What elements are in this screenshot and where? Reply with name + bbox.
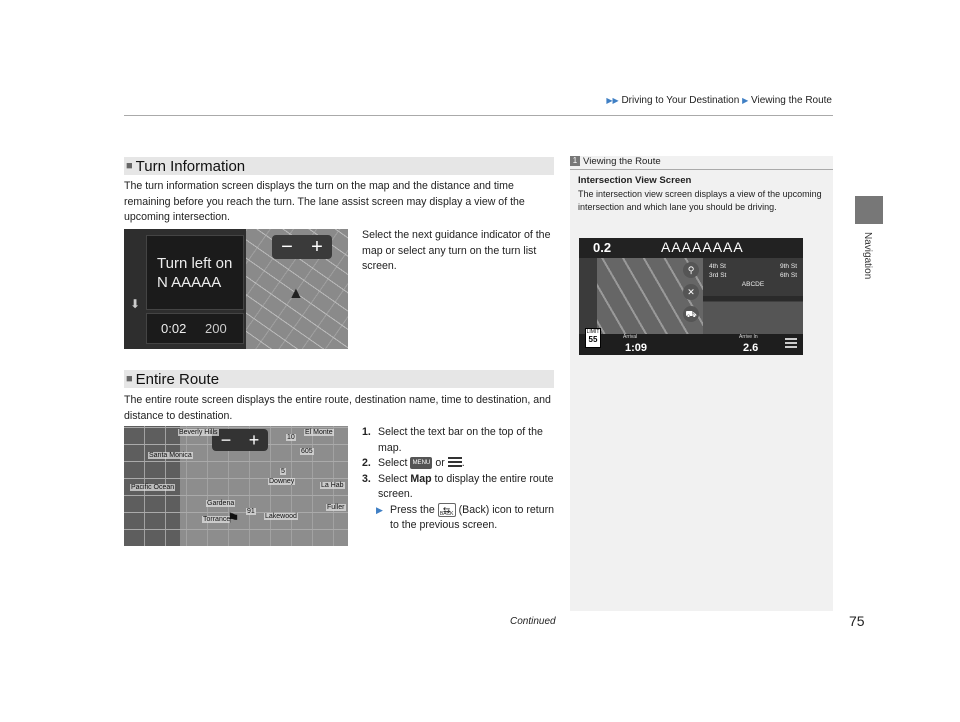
route-badge: 5 (281, 468, 285, 475)
page-number: 75 (849, 613, 865, 629)
map-label: Beverly Hills (179, 429, 218, 436)
turn-time: 0:02 (161, 321, 187, 336)
step-3: 3. Select Map to display the entire route screen. (362, 472, 554, 500)
square-bullet-icon: ■ (126, 160, 133, 172)
cancel-icon: ✕ (683, 284, 699, 300)
map-label: Santa Monica (149, 452, 192, 459)
trip-info-bar (579, 334, 803, 355)
zoom-in-icon: + (311, 235, 323, 258)
arrow-icon: ▶ (376, 504, 383, 515)
map-label: Downey (269, 478, 295, 485)
next-street-name: AAAAAAAA (661, 239, 744, 255)
section-heading-entire (124, 370, 554, 388)
chapter-tab (855, 196, 883, 224)
map-label: Fuller (327, 504, 345, 511)
route-badge: 10 (287, 434, 295, 441)
vehicle-icon: ▲ (288, 285, 304, 302)
turn-panel (146, 235, 244, 310)
map-label: Torrance (203, 516, 231, 523)
section-title: Turn Information (135, 157, 246, 175)
entire-route-screenshot (124, 426, 348, 546)
map-label: Gardena (207, 500, 235, 507)
turn-instruction-text: Select the next guidance indicator of the map or select any turn on the turn list screen. (362, 229, 551, 272)
guidance-bar (579, 238, 803, 258)
map-label: Pacific Ocean (131, 484, 175, 491)
turn-instruction: Turn left on N AAAAA (157, 255, 233, 291)
square-bullet-icon: ■ (126, 373, 133, 385)
intersection-view-screenshot (579, 238, 803, 355)
chapter-label: Navigation (862, 232, 873, 280)
double-arrow-icon: ▶▶ (606, 96, 619, 105)
note-number-icon: 1 (570, 156, 580, 166)
entire-description: The entire route screen displays the entire route, destination name, time to destination, and distance to destination. (124, 394, 551, 422)
header-rule (124, 115, 833, 116)
next-turn-distance: 0.2 (593, 240, 612, 255)
step-2: 2. Select MENU or . (362, 457, 465, 469)
breadcrumb-section: Driving to Your Destination (621, 95, 740, 106)
zoom-controls (272, 235, 332, 259)
turn-distance: 200 (205, 321, 227, 336)
note-body: The intersection view screen displays a view of the upcoming intersection and which lane you should be driving. (578, 189, 822, 212)
side-note (570, 156, 833, 611)
car-icon: ⛟ (683, 306, 699, 322)
breadcrumb-topic: Viewing the Route (751, 95, 832, 106)
breadcrumb (606, 95, 832, 106)
back-icon: ⇆ BACK (438, 503, 456, 517)
map-label: El Monte (305, 429, 333, 436)
arrival-time: 1:09 (625, 342, 648, 354)
route-badge: 605 (301, 448, 313, 455)
zoom-in-icon: + (248, 429, 260, 450)
sign-destination: ABCDE (741, 281, 765, 288)
zoom-out-icon: − (220, 429, 232, 450)
zoom-out-icon: − (281, 235, 293, 258)
arrow-icon: ▶ (742, 96, 749, 105)
continued-label: Continued (510, 616, 556, 627)
route-badge: 91 (247, 508, 255, 515)
list-icon (448, 457, 462, 469)
zoom-controls (212, 429, 268, 451)
road-signs: 4th St 9th St 3rd St 6th St ABCDE (703, 258, 803, 296)
menu-icon (785, 338, 797, 350)
arrival-label: Arrival (623, 334, 638, 340)
section-heading-turn (124, 157, 554, 175)
note-rule (570, 169, 833, 170)
search-icon: ⚲ (683, 262, 699, 278)
note-title: 1 Viewing the Route (570, 156, 661, 167)
turn-info-screenshot (124, 229, 348, 349)
section-title: Entire Route (135, 370, 220, 388)
map-label: La Hab (321, 482, 344, 489)
down-arrow-icon: ⬇ (130, 297, 141, 311)
map-label: Lakewood (265, 513, 297, 520)
menu-icon: MENU (410, 457, 432, 469)
speed-limit-sign: LIMIT 55 (585, 328, 601, 348)
destination-flag-icon: ⚑ (227, 510, 240, 526)
turn-eta-panel (146, 313, 244, 344)
note-heading: Intersection View Screen (578, 175, 692, 186)
steps-list (362, 425, 557, 534)
step-1: 1. Select the text bar on the top of the map. (362, 426, 543, 454)
arrive-in-distance: 2.6 (743, 342, 759, 354)
step-3-substep: ▶ Press the ⇆ BACK (Back) icon to return to the previous screen. (362, 503, 557, 534)
arrive-in-label: Arrive In (739, 334, 758, 340)
turn-description: The turn information screen displays the turn on the map and the distance and time remaining before you reach the turn. The lane assist screen may display a view of the upcoming intersection. (124, 180, 525, 223)
